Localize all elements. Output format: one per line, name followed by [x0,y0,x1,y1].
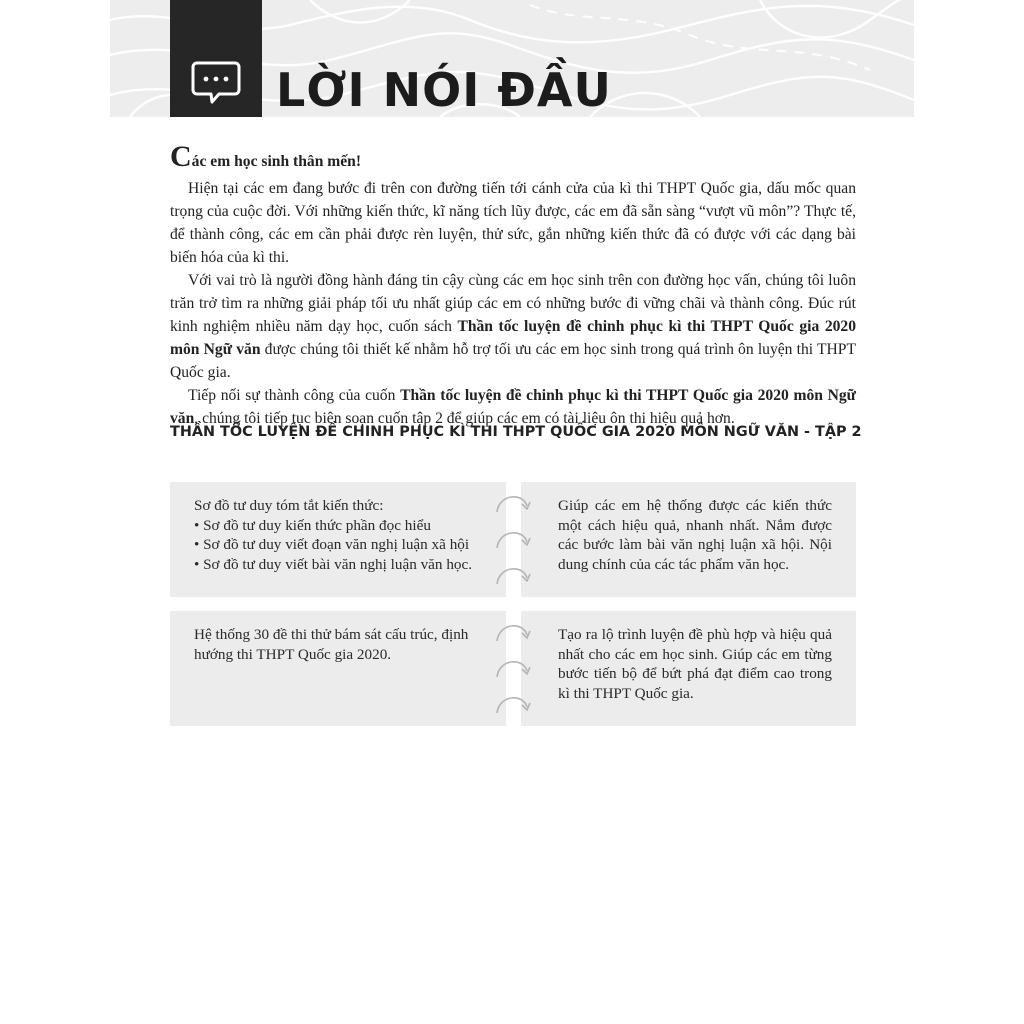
greeting [170,142,856,177]
curved-arrow-icon [493,655,533,683]
feature-line: Tạo ra lộ trình luyện đề phù hợp và hiệu quả [558,626,832,643]
book-title: Thần tốc luyện đề chinh phục kì thi THPT Quốc gia 2020 môn Ngữ văn [170,318,857,358]
feature-line: • Sơ đồ tư duy kiến thức phần đọc hiểu [194,516,431,534]
curved-arrow-icon [493,562,533,590]
curved-arrow-icon [493,691,533,719]
feature-line: Sơ đồ tư duy tóm tắt kiến thức: [194,497,384,514]
header-icon-box [170,0,262,117]
paragraph-2 [170,269,856,384]
feature-box-2-right [521,611,856,726]
feature-line: hướng thi THPT Quốc gia 2020. [194,645,392,663]
paragraph-3-end: , chúng tôi tiếp tục biên soạn cuốn tập 2 để giúp các em có tài liệu ôn thi hiệu quả hơn. [194,410,735,427]
feature-line: bước tiến bộ để bứt phá đạt điểm cao trong [558,665,832,682]
section-subtitle: THẦN TỐC LUYỆN ĐỀ CHINH PHỤC KÌ THI THPT QUỐC GIA 2020 MÔN NGỮ VĂN - TẬP 2 [170,424,862,440]
chat-bubble-icon [191,60,241,106]
feature-line: • Sơ đồ tư duy viết bài văn nghị luận văn học. [194,555,473,573]
paragraph-2-start: Với vai trò là người đồng hành đáng tin cậy cùng các em học sinh trên con đường học vấn, chúng tôi luôn trăn trở tìm ra những giải pháp tối ưu nhất giúp các em có những bước đi vững chãi và thành công. Đúc rút kinh nghiệm nhiều năm dạy học, cuốn sách [170,272,856,335]
book-title-2: Thần tốc luyện đề chinh phục kì thi THPT Quốc gia 2020 môn Ngữ văn [170,387,857,427]
curved-arrow-icon [493,526,533,554]
greeting-text: ác em học sinh thân mến! [191,153,362,170]
feature-line: Giúp các em hệ thống được các kiến thức [558,497,832,514]
page-title: LỜI NÓI ĐẦU [276,63,612,117]
feature-line: kì thi THPT Quốc gia. [558,684,694,702]
feature-box-1-right [521,482,856,597]
curved-arrow-icon [493,490,533,518]
paragraph-1: Hiện tại các em đang bước đi trên con đường tiến tới cánh cửa của kì thi THPT Quốc gia, dấu mốc quan trọng của cuộc đời. Với những kiến thức, kĩ năng tích lũy được, các em đã sẵn sàng “vượt vũ môn”? Thực tế, để thành công, các em cần phải được rèn luyện, thử sức, gắn những kiến thức đã có được với các dạng bài biến hóa của kì thi. [170,180,856,266]
drop-cap: C [170,140,192,173]
intro-text [170,142,856,430]
paragraph-2-end: được chúng tôi thiết kế nhằm hỗ trợ tối ưu các em học sinh trong quá trình ôn luyện thi THPT Quốc gia. [170,341,856,381]
feature-line: dung chính của các tác phẩm văn học. [558,555,790,573]
curved-arrow-icon [493,619,533,647]
feature-line: các bước làm bài văn nghị luận xã hội. Nội [558,536,832,553]
feature-line: một cách hiệu quả, nhanh nhất. Nắm được [558,516,832,534]
feature-line: • Sơ đồ tư duy viết đoạn văn nghị luận xã hội [194,536,470,553]
feature-line: Hệ thống 30 đề thi thử bám sát cấu trúc, định [194,626,469,643]
feature-box-2-left [170,611,506,726]
paragraph-3-start: Tiếp nối sự thành công của cuốn [188,387,401,404]
feature-line: nhất cho các em học sinh. Giúp các em từng [558,645,832,663]
feature-box-1-left [170,482,506,597]
